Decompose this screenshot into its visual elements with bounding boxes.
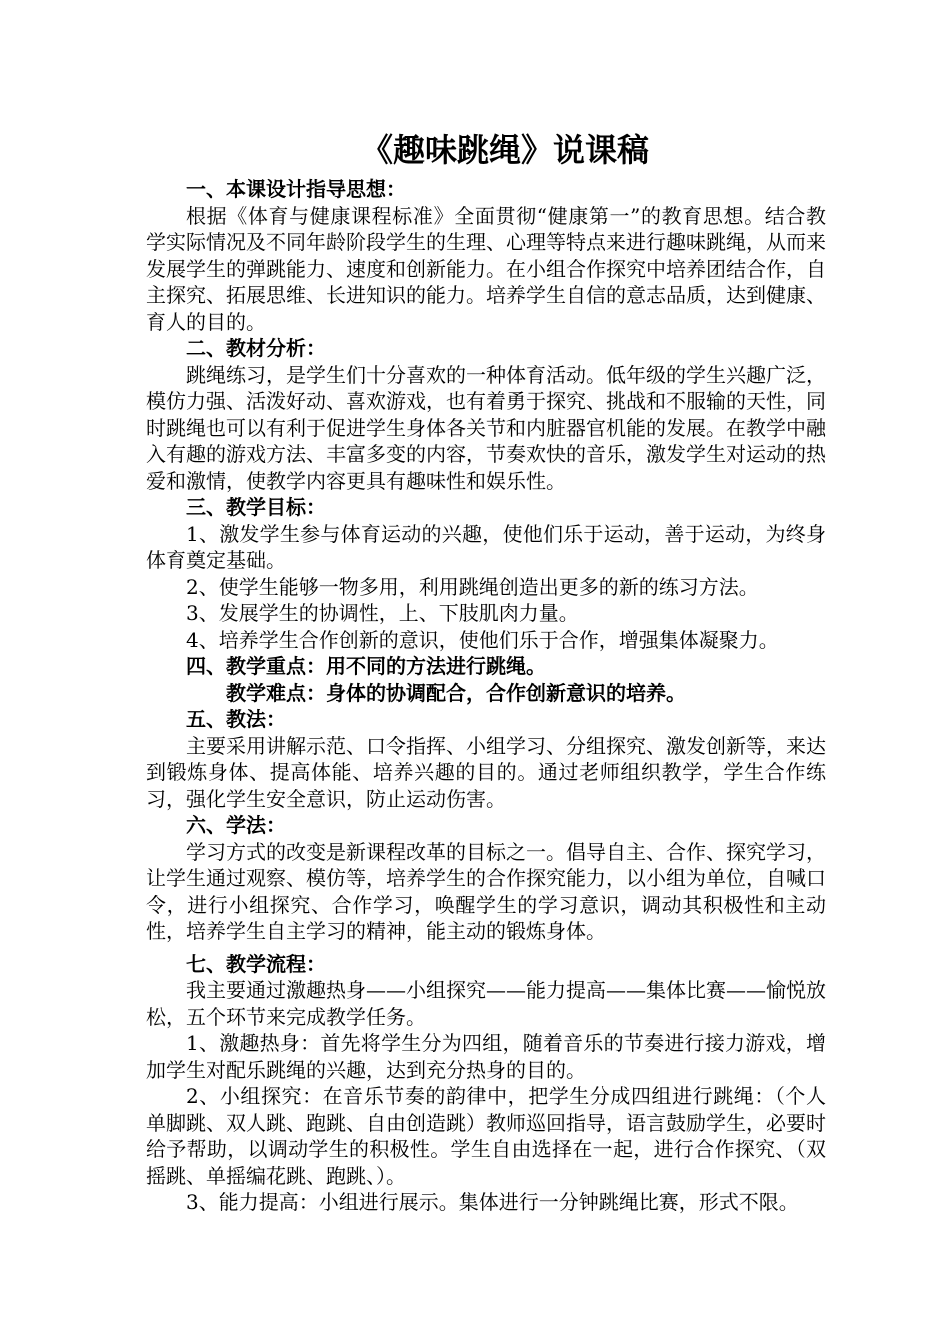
section-heading-1: 一、本课设计指导思想：	[186, 177, 406, 201]
section-heading-4: 四、教学重点：用不同的方法进行跳绳。	[186, 654, 546, 678]
section-body-5: 主要采用讲解示范、口令指挥、小组学习、分组探究、激发创新等，来达到锻炼身体、提高体能、培养兴趣的目的。通过老师组织教学，学生合作练习，强化学生安全意识，防止运动伤害。	[146, 733, 826, 811]
document-body	[146, 176, 826, 1216]
objective-item: 4、培养学生合作创新的意识，使他们乐于合作，增强集体凝聚力。	[186, 627, 779, 652]
section-heading-5: 五、教法：	[186, 707, 286, 731]
section-heading-7: 七、教学流程：	[186, 951, 326, 976]
section-body-6: 学习方式的改变是新课程改革的目标之一。倡导自主、合作、探究学习，让学生通过观察、模仿等，培养学生的合作探究能力，以小组为单位，自喊口令，进行小组探究、合作学习，唤醒学生的学习意识，调动其积极性和主动性，培养学生自主学习的精神，能主动的锻炼身体。	[146, 839, 826, 943]
section-heading-3: 三、教学目标：	[186, 495, 326, 519]
section-body-1: 根据《体育与健康课程标准》全面贯彻“健康第一”的教育思想。结合教学实际情况及不同年龄阶段学生的生理、心理等特点来进行趣味跳绳，从而来发展学生的弹跳能力、速度和创新能力。在小组合作探究中培养团结合作，自主探究、拓展思维、长进知识的能力。培养学生自信的意志品质，达到健康、育人的目的。	[146, 203, 826, 334]
difficulty-line: 教学难点：身体的协调配合，合作创新意识的培养。	[226, 680, 686, 705]
process-item: 2、小组探究：在音乐节奏的韵律中，把学生分成四组进行跳绳：（个人单脚跳、双人跳、跑跳、自由创造跳）教师巡回指导，语言鼓励学生，必要时给予帮助，以调动学生的积极性。学生自由选择在一起，进行合作探究、（双摇跳、单摇编花跳、跑跳、）。	[146, 1084, 826, 1188]
section-heading-6: 六、学法：	[186, 813, 286, 837]
section-heading-2: 二、教材分析：	[186, 336, 326, 360]
process-item: 1、激趣热身：首先将学生分为四组，随着音乐的节奏进行接力游戏，增加学生对配乐跳绳的兴趣，达到充分热身的目的。	[146, 1031, 826, 1082]
process-item: 3、能力提高：小组进行展示。集体进行一分钟跳绳比赛，形式不限。	[186, 1190, 799, 1214]
document-title: 《趣味跳绳》说课稿	[360, 131, 649, 169]
objective-item: 1、激发学生参与体育运动的兴趣，使他们乐于运动，善于运动，为终身体育奠定基础。	[146, 521, 826, 572]
objective-item: 2、使学生能够一物多用，利用跳绳创造出更多的新的练习方法。	[186, 574, 759, 599]
objective-item: 3、发展学生的协调性，上、下肢肌肉力量。	[186, 601, 579, 625]
section-body-2: 跳绳练习，是学生们十分喜欢的一种体育活动。低年级的学生兴趣广泛，模仿力强、活泼好动、喜欢游戏，也有着勇于探究、挑战和不服输的天性，同时跳绳也可以有利于促进学生身体各关节和内脏器官机能的发展。在教学中融入有趣的游戏方法、丰富多变的内容，节奏欢快的音乐，激发学生对运动的热爱和激情，使教学内容更具有趣味性和娱乐性。	[146, 362, 826, 493]
section-intro-7: 我主要通过激趣热身——小组探究——能力提高——集体比赛——愉悦放松，五个环节来完成教学任务。	[146, 978, 826, 1029]
